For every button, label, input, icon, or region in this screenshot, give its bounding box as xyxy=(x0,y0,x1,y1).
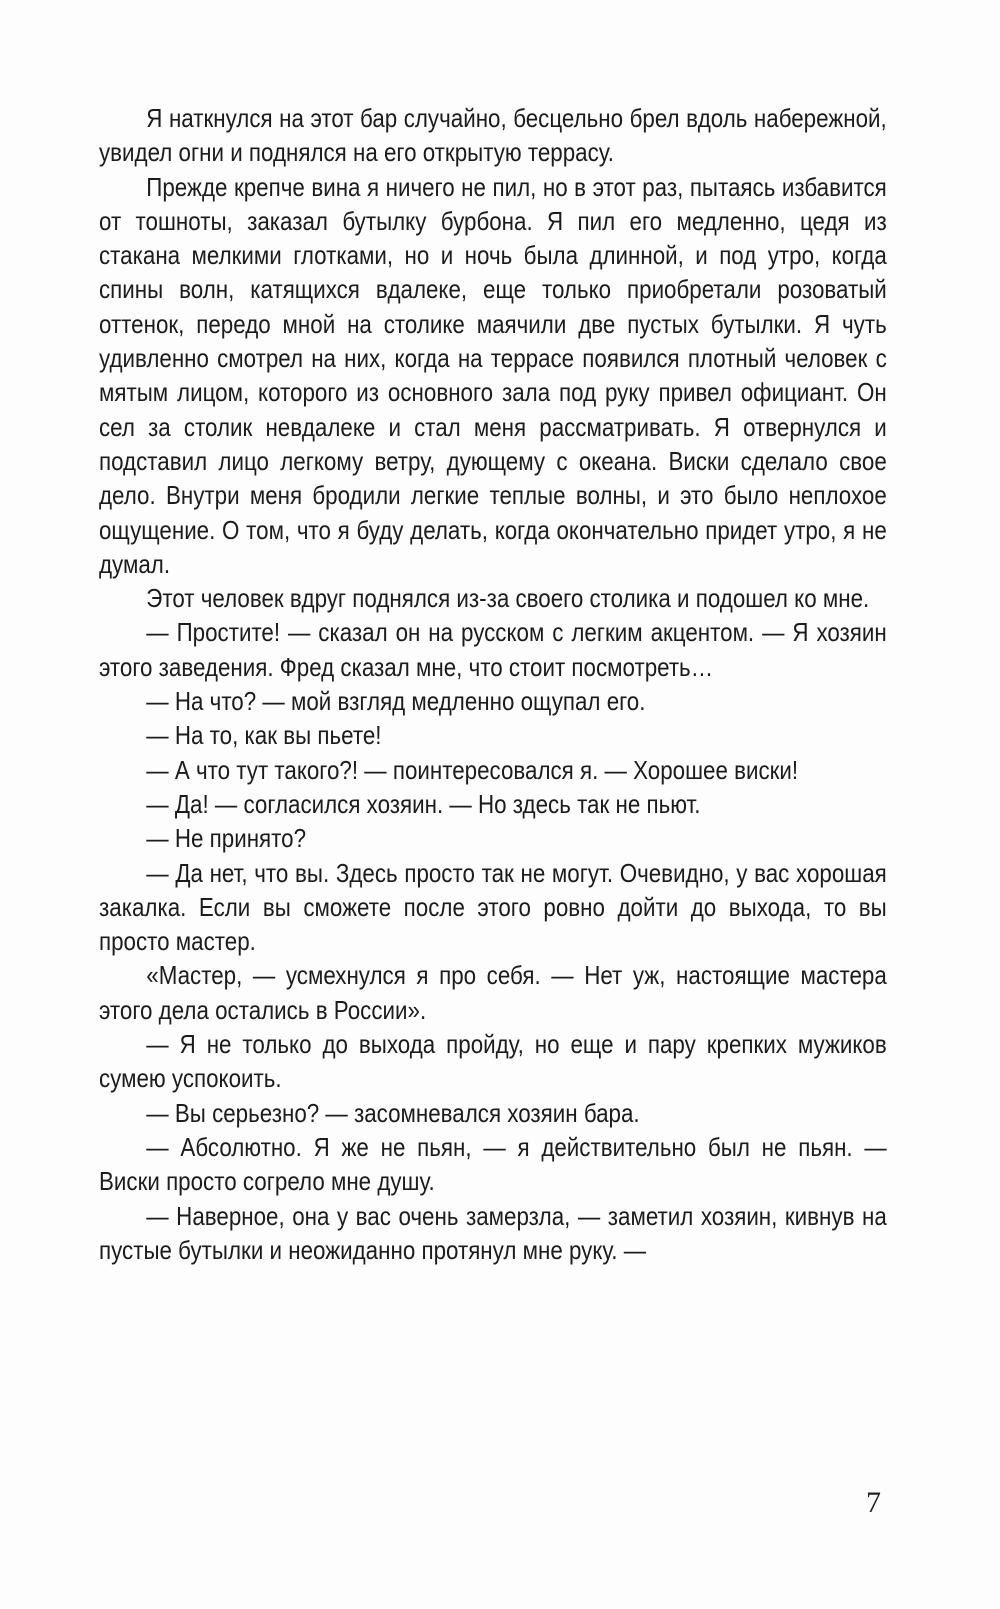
paragraph: — На то, как вы пьете! xyxy=(146,720,382,751)
paragraph: — Не принято? xyxy=(146,823,307,854)
paragraph: Прежде крепче вина я ничего не пил, но в этот раз, пытаясь избавится от тошноты, заказал бутылку бурбона. Я пил его медленно, цедя из стакана мелкими глотками, но и ночь была длинной, и под утро, когда спины волн, катящихся вдалеке, еще только приобретали розоватый оттенок, передо мной на столике маячили две пустых бутылки. Я чуть удивленно смотрел на них, когда на террасе появился плотный человек с мятым лицом, которого из основного зала под руку привел официант. Он сел за столик невдалеке и стал меня рассматривать. Я отвернулся и подставил лицо легкому ветру, дующему с океана. Виски сделало свое дело. Внутри меня бродили легкие теплые волны, и это было неплохое ощущение. О том, что я буду делать, когда окончательно придет утро, я не думал. xyxy=(99,171,887,579)
paragraph: — Я не только до выхода пройду, но еще и пару крепких мужиков сумею успокоить. xyxy=(99,1029,887,1094)
paragraph: — На что? — мой взгляд медленно ощупал его. xyxy=(146,686,646,717)
paragraph: Этот человек вдруг поднялся из-за своего столика и подошел ко мне. xyxy=(146,583,870,614)
paragraph: — Да! — согласился хозяин. — Но здесь так не пьют. xyxy=(146,788,701,819)
paragraph: — Да нет, что вы. Здесь просто так не могут. Очевидно, у вас хорошая закалка. Если вы сможете после этого ровно дойти до выхода, то вы просто мастер. xyxy=(99,857,887,957)
paragraph: Я наткнулся на этот бар случайно, бесцельно брел вдоль набережной, увидел огни и поднялся на его открытую террасу. xyxy=(99,103,887,168)
body-text xyxy=(99,101,887,1267)
paragraph: — Абсолютно. Я же не пьян, — я действительно был не пьян. — Виски просто согрело мне душу. xyxy=(99,1131,887,1197)
paragraph: — А что тут такого?! — поинтересовался я. — Хорошее виски! xyxy=(146,754,799,785)
page-number: 7 xyxy=(866,1486,881,1519)
paragraph: — Наверное, она у вас очень замерзла, — заметил хозяин, кивнув на пустые бутылки и неожиданно протянул мне руку. — xyxy=(99,1200,887,1265)
paragraph: — Простите! — сказал он на русском с легким акцентом. — Я хозяин этого заведения. Фред сказал мне, что стоит посмотреть… xyxy=(99,617,887,682)
paragraph: «Мастер, — усмехнулся я про себя. — Нет уж, настоящие мастера этого дела остались в России». xyxy=(99,960,887,1025)
paragraph: — Вы серьезно? — засомневался хозяин бара. xyxy=(146,1097,640,1128)
